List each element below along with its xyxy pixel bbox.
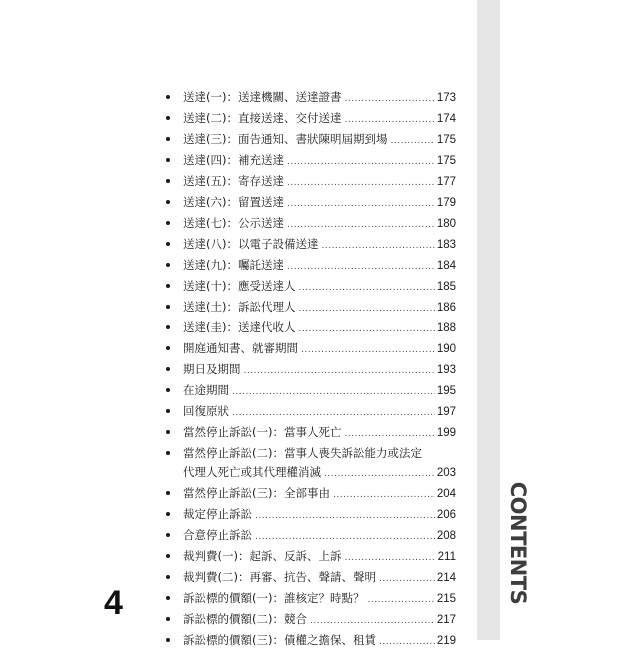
dot-leader [324,465,435,484]
toc-entry-page: 183 [436,238,456,251]
dot-leader [367,591,434,610]
toc-line [183,235,456,256]
toc-line [183,444,456,463]
toc-entry [166,235,456,256]
bullet-icon [166,242,170,246]
dot-leader [232,383,435,402]
toc-entry-title: 送達(一)：送達機關、送達證書 [183,90,342,104]
toc-line [183,339,456,360]
bullet-icon [166,491,170,495]
bullet-icon [166,512,170,516]
toc-entry-page: 186 [436,301,456,314]
dot-leader [379,633,435,652]
toc-line [183,151,456,172]
dot-leader [298,320,434,339]
toc-entry-page: 203 [436,467,456,480]
toc-entry-page: 193 [436,364,456,377]
toc-entry [166,193,456,214]
toc-line [183,256,456,277]
toc-entry-title: 送達(六)：留置送達 [183,194,284,209]
dot-leader [244,362,435,381]
toc-line [183,214,456,235]
dot-leader [298,300,434,319]
toc-entry-title: 當然停止訴訟(一)：當事人死亡 [183,425,342,440]
dot-leader [232,404,435,423]
toc-entry-page: 184 [436,259,456,272]
bullet-icon [166,325,170,329]
toc-entry-title: 裁判費(一)：起訴、反訴、上訴 [183,548,342,563]
toc-entry [166,526,456,547]
toc-line [183,172,456,193]
toc-entry-page: 188 [436,322,456,335]
toc-entry-title: 裁判費(二)：再審、抗告、聲請、聲明 [183,569,376,584]
toc-entry [166,381,456,402]
bullet-icon [166,575,170,579]
toc-line [183,547,456,568]
toc-entry [166,298,456,319]
toc-entry-page: 175 [436,154,456,167]
toc-line [183,610,456,631]
toc-entry-page: 211 [437,550,456,563]
toc-entry-title: 裁定停止訴訟 [183,507,252,522]
toc-line [183,298,456,319]
bullet-icon [166,367,170,371]
toc-entry-title: 送達(土)：訴訟代理人 [183,299,296,314]
toc-entry-title: 送達(二)：直接送達、交付送達 [183,110,342,125]
table-of-contents [166,88,456,652]
dot-leader [333,486,435,505]
toc-entry [166,172,456,193]
contents-side-bar [477,0,500,640]
toc-entry [166,568,456,589]
bullet-icon [166,409,170,413]
toc-entry-title: 送達(三)：面告通知、書狀陳明屆期到場 [183,131,388,146]
toc-entry-page: 219 [436,634,456,647]
toc-line [183,505,456,526]
toc-entry-title: 訴訟標的價額(一)：誰核定？時點？ [183,590,365,605]
toc-entry [166,444,456,484]
bullet-icon [166,388,170,392]
toc-entry-title: 期日及期間 [183,362,241,377]
dot-leader [344,90,434,109]
toc-entry-title: 在途期間 [183,383,229,398]
toc-line [183,88,456,109]
toc-entry-page: 177 [436,175,456,188]
bullet-icon [166,158,170,162]
toc-entry-title: 送達(四)：補充送達 [183,152,284,167]
toc-line [183,381,456,402]
toc-entry-title: 回復原狀 [183,404,229,419]
toc-entry-page: 174 [436,112,456,125]
dot-leader [255,528,435,547]
toc-line [183,423,456,444]
bullet-icon [166,451,170,455]
toc-entry [166,402,456,423]
bullet-icon [166,346,170,350]
toc-entry-title: 送達(十)：應受送達人 [183,278,296,293]
toc-entry-page: 215 [436,592,456,605]
toc-entry [166,423,456,444]
toc-line [183,526,456,547]
bullet-icon [166,95,170,99]
toc-entry [166,109,456,130]
toc-entry-page: 180 [436,217,456,230]
dot-leader [301,341,435,360]
toc-line [183,589,456,610]
bullet-icon [166,430,170,434]
toc-line [183,130,456,151]
toc-entry-title: 訴訟標的價額(二)：競合 [183,611,307,626]
toc-entry [166,151,456,172]
dot-leader [287,174,435,193]
toc-entry-page: 190 [436,343,456,356]
dot-leader [310,612,435,631]
dot-leader [344,111,434,130]
toc-entry [166,339,456,360]
toc-entry-title: 訴訟標的價額(三)：債權之擔保、租賃 [183,632,376,647]
bullet-icon [166,596,170,600]
page-number: 4 [104,584,123,622]
toc-entry-page: 175 [436,133,456,146]
toc-line [183,402,456,423]
bullet-icon [166,116,170,120]
toc-entry [166,360,456,381]
dot-leader [287,258,435,277]
dot-leader [287,216,435,235]
toc-line-continued [183,463,456,484]
toc-entry [166,631,456,652]
toc-entry [166,214,456,235]
contents-side-label [505,481,531,605]
toc-entry-title: 當然停止訴訟(二)：當事人喪失訴訟能力或法定 [183,446,422,461]
toc-entry [166,484,456,505]
toc-entry [166,88,456,109]
toc-entry [166,277,456,298]
toc-entry-title: 送達(八)：以電子設備送達 [183,236,319,251]
bullet-icon [166,179,170,183]
toc-line [183,360,456,381]
toc-entry-page: 208 [436,530,456,543]
toc-entry-title: 送達(五)：寄存送達 [183,173,284,188]
bullet-icon [166,533,170,537]
toc-entry-title: 開庭通知書、就審期間 [183,341,298,356]
toc-entry-page: 206 [436,509,456,522]
bullet-icon [166,554,170,558]
dot-leader [379,570,435,589]
toc-entry-page: 173 [436,92,456,104]
toc-entry-page: 179 [436,196,456,209]
contents-label-text: CONTENTS [506,481,530,605]
dot-leader [344,425,434,444]
dot-leader [344,549,435,568]
toc-entry-page: 185 [436,280,456,293]
toc-entry-title: 合意停止訴訟 [183,528,252,543]
toc-entry-title-continued: 代理人死亡或其代理權消滅 [183,465,321,480]
toc-entry-page: 197 [436,406,456,419]
toc-entry-page: 217 [436,613,456,626]
dot-leader [287,195,435,214]
toc-entry [166,130,456,151]
toc-line [183,193,456,214]
toc-line [183,277,456,298]
bullet-icon [166,617,170,621]
bullet-icon [166,305,170,309]
toc-entry-page: 195 [436,385,456,398]
bullet-icon [166,137,170,141]
toc-entry-title: 送達(圭)：送達代收人 [183,320,296,335]
dot-leader [390,132,434,151]
toc-line [183,318,456,339]
toc-entry [166,318,456,339]
dot-leader [321,237,434,256]
toc-line [183,568,456,589]
toc-entry [166,547,456,568]
toc-entry [166,610,456,631]
bullet-icon [166,284,170,288]
bullet-icon [166,200,170,204]
toc-entry-page: 204 [436,488,456,501]
toc-entry-title: 當然停止訴訟(三)：全部事由 [183,486,330,501]
bullet-icon [166,263,170,267]
bullet-icon [166,221,170,225]
dot-leader [287,153,435,172]
toc-entry [166,505,456,526]
dot-leader [255,507,435,526]
toc-entry-page: 214 [436,571,456,584]
dot-leader [298,279,434,298]
toc-entry-page: 199 [436,427,456,440]
toc-entry-title: 送達(七)：公示送達 [183,215,284,230]
toc-entry-title: 送達(九)：囑託送達 [183,257,284,272]
toc-line [183,109,456,130]
toc-line [183,631,456,652]
toc-entry [166,589,456,610]
toc-line [183,484,456,505]
toc-entry [166,256,456,277]
